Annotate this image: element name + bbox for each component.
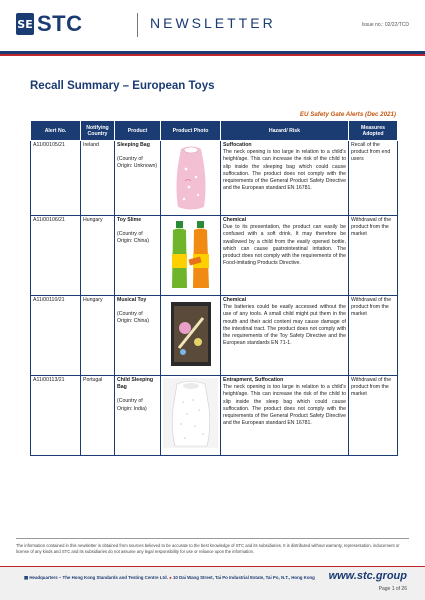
logo-text: STC (37, 11, 83, 36)
alert-no: A11/00106/21 (31, 216, 81, 296)
header-product-photo: Product Photo (161, 121, 221, 141)
footer-red-line (0, 566, 425, 567)
table-header-row (31, 121, 398, 141)
header-red-bar (0, 54, 425, 56)
product-cell (115, 296, 161, 376)
product-name: Musical Toy (117, 297, 147, 303)
measures-adopted: Withdrawal of the product from the market (349, 296, 398, 376)
header-alert-no: Alert No. (31, 121, 81, 141)
newsletter-label: NEWSLETTER (150, 15, 276, 31)
product-name: Sleeping Bag (117, 142, 150, 148)
hq-label: Headquarters – The Hong Kong Standards and Testing Centre Ltd. (29, 575, 168, 580)
notifying-country: Hungary (81, 296, 115, 376)
header-product: Product (115, 121, 161, 141)
headquarters-info (24, 575, 315, 581)
hazard-cell (221, 141, 349, 216)
notifying-country: Hungary (81, 216, 115, 296)
recall-table (30, 120, 398, 456)
toy-slime-photo (163, 218, 218, 288)
product-cell (115, 376, 161, 456)
header-hazard-risk: Hazard/ Risk (221, 121, 349, 141)
product-origin: (Country of Origin: Unknown) (117, 156, 158, 170)
hazard-title: Suffocation (223, 142, 252, 148)
child-sleeping-bag-photo (163, 378, 218, 448)
stc-logo (16, 13, 83, 35)
product-photo-cell (161, 141, 221, 216)
musical-toy-photo (163, 298, 218, 368)
measures-adopted: Recall of the product from end users (349, 141, 398, 216)
product-photo-cell (161, 296, 221, 376)
alert-no: A11/00105/21 (31, 141, 81, 216)
hazard-cell (221, 376, 349, 456)
website-link[interactable]: www.stc.group (328, 570, 407, 582)
product-origin: (Country of Origin: China) (117, 311, 150, 325)
page-header (0, 0, 425, 66)
hazard-cell (221, 216, 349, 296)
notifying-country: Portugal (81, 376, 115, 456)
measures-adopted: Withdrawal of the product from the market (349, 216, 398, 296)
alert-no: A11/00113/21 (31, 376, 81, 456)
table-row (31, 216, 398, 296)
location-pin-icon: ● (169, 575, 173, 580)
table-subtitle: EU Safety Gate Alerts (Dec 2021) (299, 111, 396, 118)
table-row (31, 296, 398, 376)
table-row (31, 141, 398, 216)
product-origin: (Country of Origin: India) (117, 398, 147, 412)
issue-number: Issue no.: 02/22/TCD (361, 22, 409, 28)
header-notifying-country: Notifying Country (81, 121, 115, 141)
page-number: Page 1 of 26 (378, 586, 407, 592)
hazard-text: The neck opening is too large in relation to a child's height/age. This can increase the risk of the child to slip inside the sleeping bag which could cause suffocation. The product does not comply with the requirements of the General Product Safety Directive and the European standard EN 16781. (223, 149, 346, 192)
product-cell (115, 216, 161, 296)
hq-address: 10 Dai Wang Street, Tai Po Industrial Estate, Tai Po, N.T., Hong Kong (172, 575, 315, 580)
notifying-country: Ireland (81, 141, 115, 216)
alert-no: A11/00110/21 (31, 296, 81, 376)
footer-divider (16, 538, 409, 539)
hazard-title: Entrapment, Suffocation (223, 377, 284, 383)
hazard-text: Due to its presentation, the product can easily be confused with a soft drink. It may therefore be swallowed by a child from the easily opened bottle, which can cause gastrointestinal irritation. The product does not comply with the requirements of the Food-imitating Products Directive. (223, 224, 346, 267)
disclaimer: The information contained in this newsletter is obtained from sources believed to be accurate to the best knowledge of STC and its subsidiaries. It is distributed without warranty, representation, inducement or license of any kinds and STC and its subsidiaries do not assume any legal responsibility for use or reliance upon the information. (16, 543, 400, 554)
hazard-text: The neck opening is too large in relation to a child's height/age. This can increase the risk of the child to slip inside the sleep bag which could cause suffocation. The product does not comply with the requirements of the General Product Safety Directive and the European standard EN 16781. (223, 384, 346, 427)
logo-mark-icon: SE (16, 13, 34, 35)
product-cell (115, 141, 161, 216)
measures-adopted: Withdrawal of the product from the market (349, 376, 398, 456)
building-icon: ▦ (24, 575, 30, 580)
product-name: Toy Slime (117, 217, 142, 223)
table-row (31, 376, 398, 456)
header-divider (137, 13, 138, 37)
hazard-title: Chemical (223, 297, 247, 303)
product-photo-cell (161, 216, 221, 296)
hazard-text: The batteries could be easily accessed without the use of any tools. A small child might put them in the mouth and their acid content may cause damage of the intestinal tract. The product does not comply with the requirements of the Toy Safety Directive and the European standards EN 71-1. (223, 304, 346, 347)
product-name: Child Sleeping Bag (117, 377, 154, 391)
hazard-title: Chemical (223, 217, 247, 223)
hazard-cell (221, 296, 349, 376)
sleeping-bag-photo (163, 143, 218, 213)
header-measures-adopted: Measures Adopted (349, 121, 398, 141)
product-origin: (Country of Origin: China) (117, 231, 150, 245)
product-photo-cell (161, 376, 221, 456)
page-title: Recall Summary – European Toys (30, 80, 215, 92)
